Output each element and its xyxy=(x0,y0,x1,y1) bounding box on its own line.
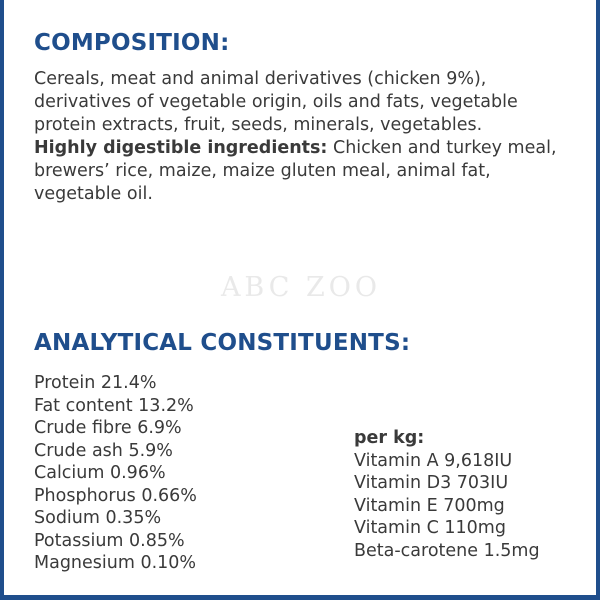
list-item: Vitamin D3 703IU xyxy=(354,473,509,493)
watermark-text: ABC ZOO xyxy=(220,272,382,303)
per-kg-heading: per kg: xyxy=(354,428,425,448)
list-item: Protein 21.4% xyxy=(34,373,157,393)
highly-digestible-text: Chicken and turkey meal, brewers’ rice, maize, maize gluten meal, animal fat, vegetable oil. xyxy=(34,138,557,204)
list-item: Vitamin E 700mg xyxy=(354,495,505,516)
list-item: Crude fibre 6.9% xyxy=(34,418,182,438)
list-item: Magnesium 0.10% xyxy=(34,553,197,573)
analytical-right-column xyxy=(354,427,574,562)
list-item: Calcium 0.96% xyxy=(34,463,166,483)
composition-paragraph: Cereals, meat and animal derivatives (chicken 9%), derivatives of vegetable origin, oils and fats, vegetable protein extracts, fruit, seeds, minerals, vegetables. xyxy=(34,69,518,135)
page-border-left xyxy=(0,0,4,600)
highly-digestible-label: Highly digestible ingredients: xyxy=(34,138,328,158)
list-item: Beta-carotene 1.5mg xyxy=(354,540,540,561)
list-item: Sodium 0.35% xyxy=(34,508,162,528)
composition-body xyxy=(34,68,568,206)
page-border-bottom xyxy=(0,595,600,600)
list-item: Fat content 13.2% xyxy=(34,395,194,416)
list-item: Phosphorus 0.66% xyxy=(34,485,197,506)
analytical-left-column xyxy=(34,372,324,575)
highly-digestible-paragraph xyxy=(34,137,568,206)
list-item: Vitamin C 110mg xyxy=(354,518,506,538)
list-item: Crude ash 5.9% xyxy=(34,440,173,461)
composition-heading: COMPOSITION: xyxy=(34,30,230,56)
list-item: Potassium 0.85% xyxy=(34,530,185,551)
page-border-right xyxy=(596,0,600,600)
analytical-constituents-heading: ANALYTICAL CONSTITUENTS: xyxy=(34,330,411,356)
list-item: Vitamin A 9,618IU xyxy=(354,450,513,471)
